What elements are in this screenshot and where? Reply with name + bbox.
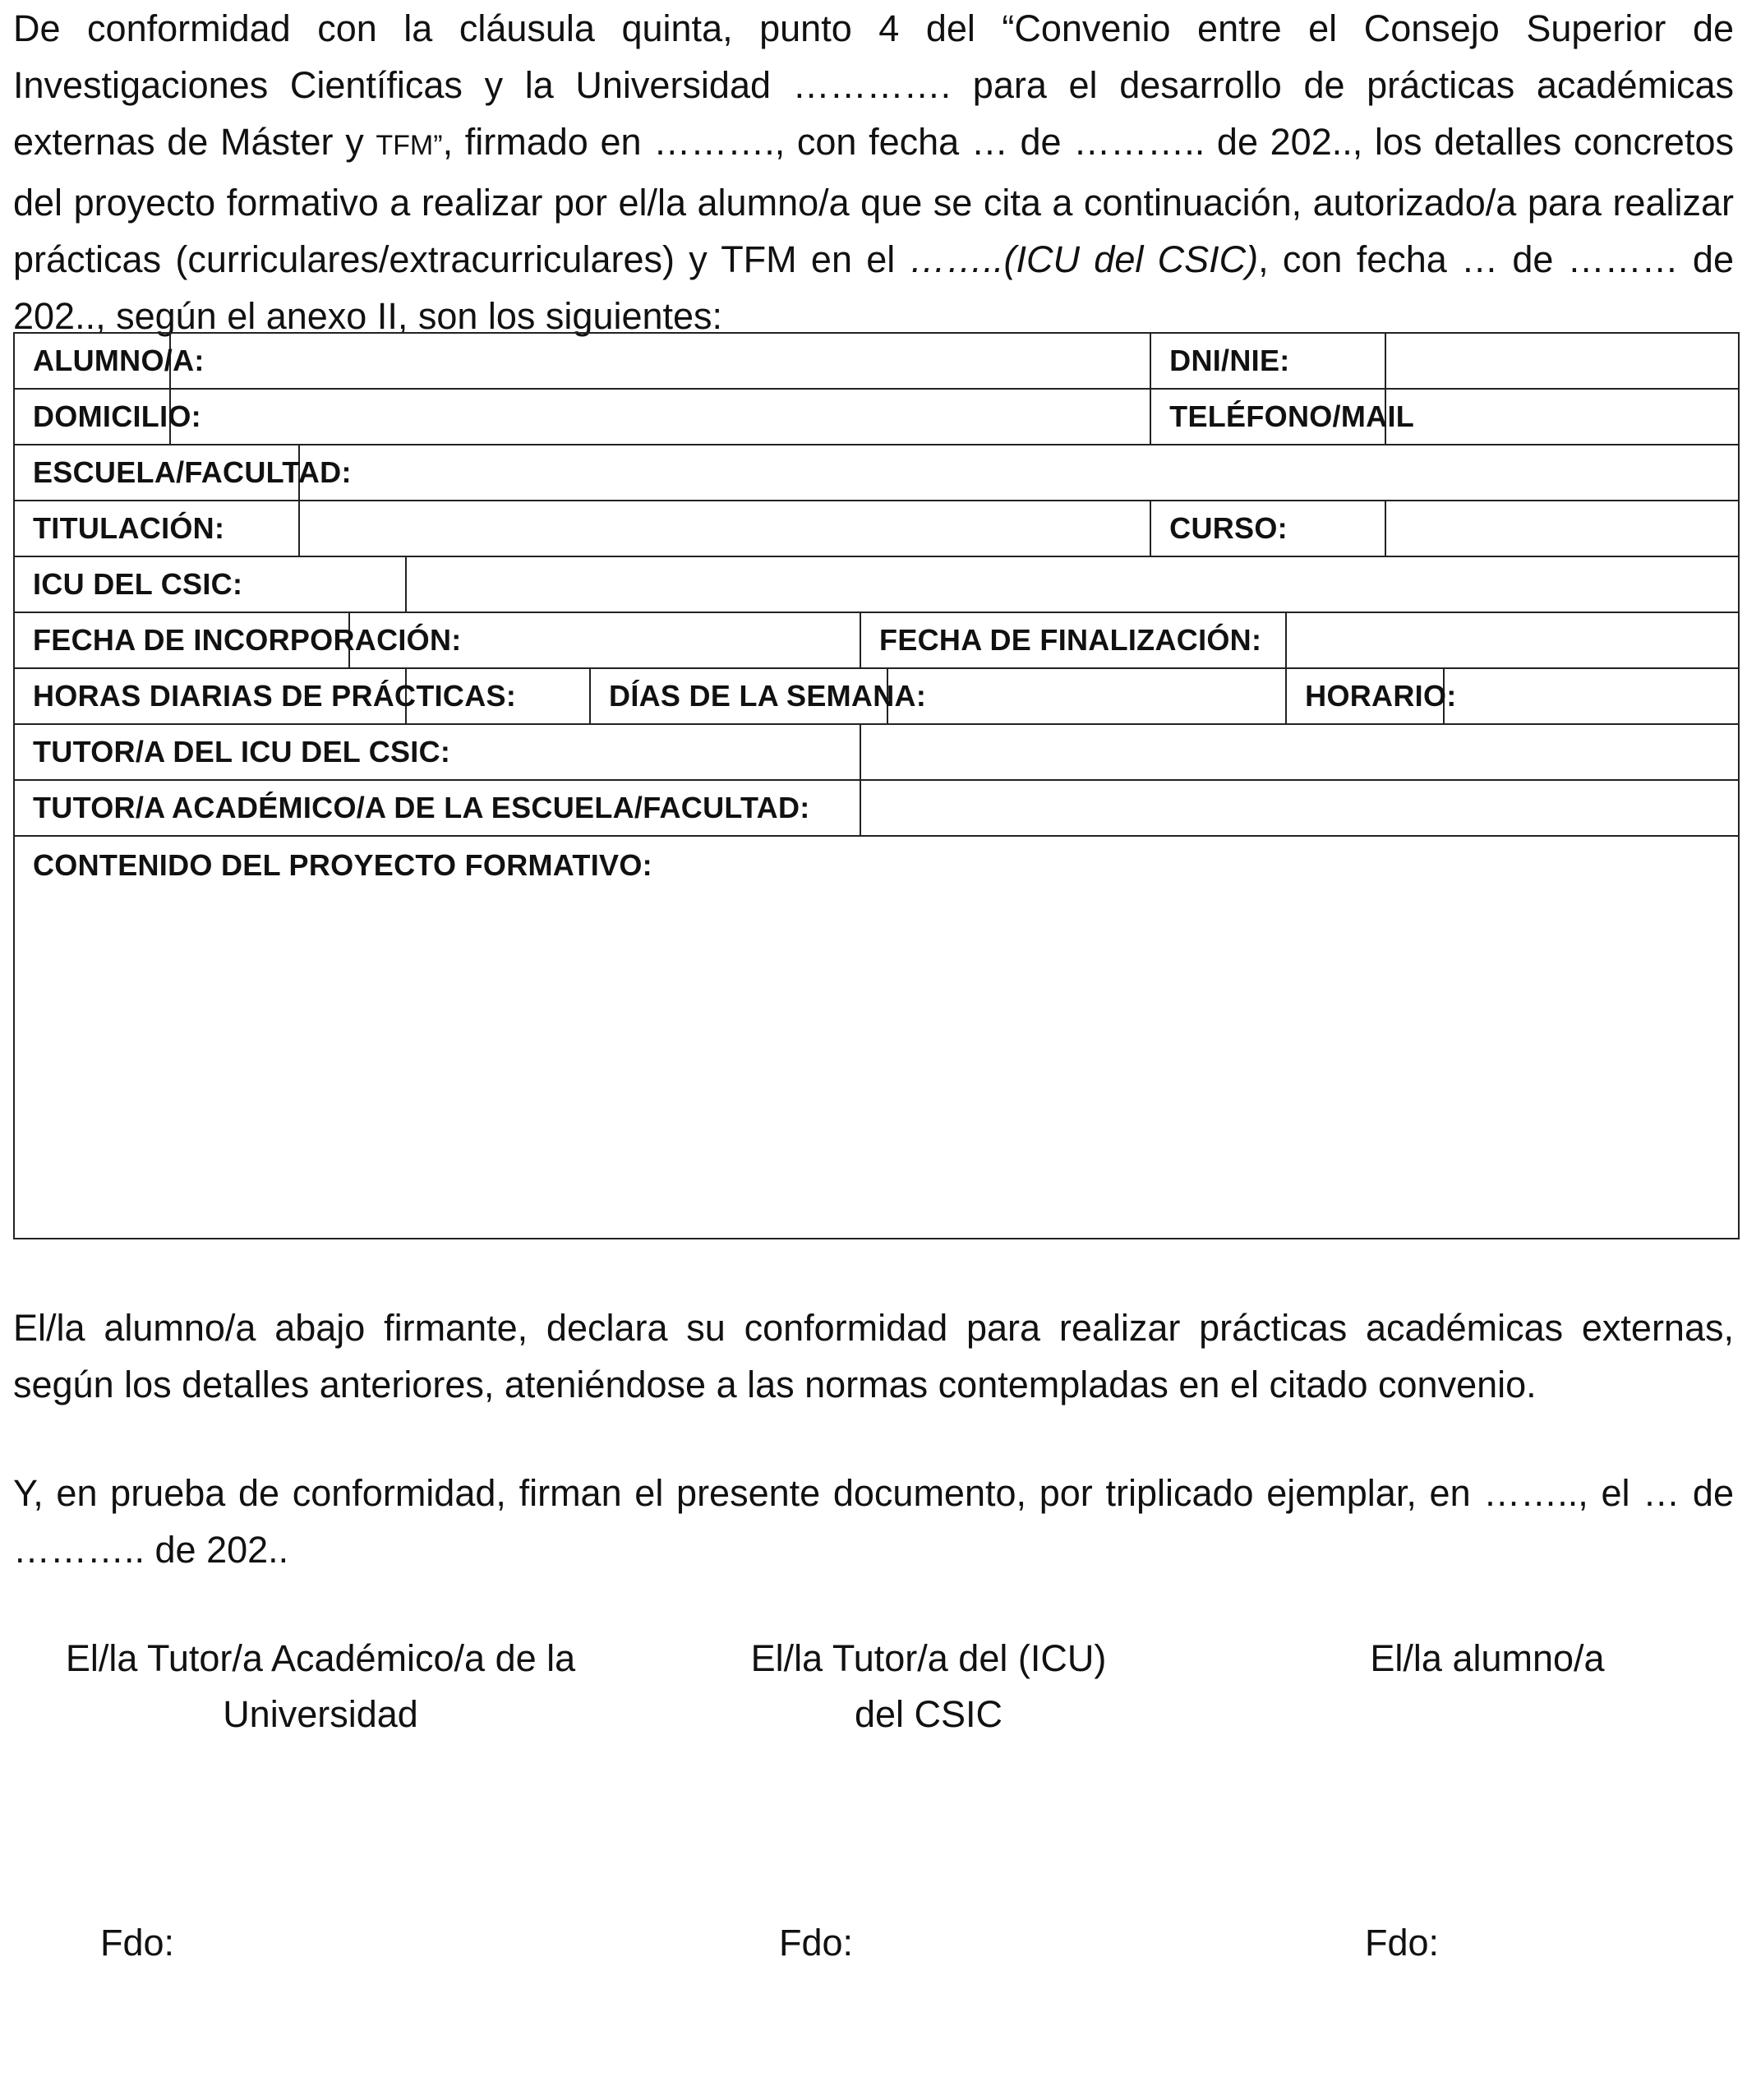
declaration-paragraph: El/la alumno/a abajo firmante, declara su conformidad para realizar prácticas académicas externas, según los detalles anteriores, ateniéndose a las normas contempladas en el citado convenio. bbox=[13, 1307, 1734, 1405]
signature-icu-tutor bbox=[723, 1631, 1134, 1742]
label-domicilio: DOMICILIO: bbox=[14, 389, 170, 445]
intro-text-3: , con fecha … de ……… de 202.., según el anexo II, son los siguientes: bbox=[13, 238, 1734, 337]
label-fecha-finalizacion: FECHA DE FINALIZACIÓN: bbox=[860, 612, 1286, 668]
label-tutor-academico: TUTOR/A ACADÉMICO/A DE LA ESCUELA/FACULTAD: bbox=[14, 780, 860, 836]
label-fecha-incorporacion: FECHA DE INCORPORACIÓN: bbox=[14, 612, 349, 668]
label-dias: DÍAS DE LA SEMANA: bbox=[590, 668, 887, 724]
field-domicilio[interactable] bbox=[170, 389, 1150, 445]
fdo-icu: Fdo: bbox=[779, 1922, 854, 1964]
label-horas: HORAS DIARIAS DE PRÁCTICAS: bbox=[14, 668, 406, 724]
fdo-academic: Fdo: bbox=[100, 1922, 175, 1964]
contenido-proyecto-area[interactable] bbox=[14, 836, 1739, 1239]
fdo-student: Fdo: bbox=[1365, 1922, 1440, 1964]
field-icu[interactable] bbox=[406, 556, 1739, 612]
field-dias[interactable] bbox=[887, 668, 1286, 724]
intro-tfm: TFM” bbox=[376, 130, 443, 161]
label-icu: ICU DEL CSIC: bbox=[14, 556, 406, 612]
field-titulacion[interactable] bbox=[299, 501, 1150, 556]
signature-academic-line1: El/la Tutor/a Académico/a de la bbox=[65, 1637, 576, 1679]
label-tutor-icu: TUTOR/A DEL ICU DEL CSIC: bbox=[14, 724, 860, 780]
label-curso: CURSO: bbox=[1150, 501, 1385, 556]
signature-academic-line2: Universidad bbox=[223, 1693, 418, 1735]
intro-text-2: , firmado en ………., con fecha … de ……….. de 202.., los detalles concretos del proyecto formativo a realizar por el/la alumno/a que se cita a continuación, autorizado/a para realizar prácticas (curriculares/extracurriculares) y TFM en el bbox=[13, 121, 1734, 280]
label-telefono: TELÉFONO/MAIL bbox=[1150, 389, 1385, 445]
field-fecha-finalizacion[interactable] bbox=[1286, 612, 1739, 668]
field-curso[interactable] bbox=[1385, 501, 1739, 556]
signature-student-label: El/la alumno/a bbox=[1370, 1637, 1605, 1679]
label-contenido: CONTENIDO DEL PROYECTO FORMATIVO: bbox=[33, 848, 652, 882]
intro-text-1: De conformidad con la cláusula quinta, punto 4 del “Convenio entre el Consejo Superior de Investigaciones Científicas y la Universidad …………. para el desarrollo de prácticas académicas externas de Máster y bbox=[13, 7, 1734, 163]
label-horario: HORARIO: bbox=[1286, 668, 1444, 724]
intro-paragraph bbox=[13, 0, 1734, 344]
label-titulacion: TITULACIÓN: bbox=[14, 501, 299, 556]
field-horario[interactable] bbox=[1444, 668, 1739, 724]
closing-paragraph: Y, en prueba de conformidad, firman el presente documento, por triplicado ejemplar, en …….., el … de ……….. de 202.. bbox=[13, 1472, 1734, 1571]
field-tutor-icu[interactable] bbox=[860, 724, 1739, 780]
label-alumno: ALUMNO/A: bbox=[14, 333, 170, 389]
field-tutor-academico[interactable] bbox=[860, 780, 1739, 836]
intro-icu-italic: ……..(ICU del CSIC) bbox=[909, 238, 1259, 280]
label-escuela: ESCUELA/FACULTAD: bbox=[14, 445, 299, 501]
project-form-table bbox=[13, 332, 1740, 1239]
field-alumno[interactable] bbox=[170, 333, 1150, 389]
signature-icu-line1: El/la Tutor/a del (ICU) bbox=[750, 1637, 1107, 1679]
signature-academic-tutor bbox=[33, 1631, 608, 1742]
signature-student bbox=[1315, 1631, 1660, 1687]
signature-icu-line2: del CSIC bbox=[854, 1693, 1003, 1735]
field-dni[interactable] bbox=[1385, 333, 1739, 389]
field-escuela[interactable] bbox=[299, 445, 1739, 501]
label-dni: DNI/NIE: bbox=[1150, 333, 1385, 389]
field-telefono[interactable] bbox=[1385, 389, 1739, 445]
